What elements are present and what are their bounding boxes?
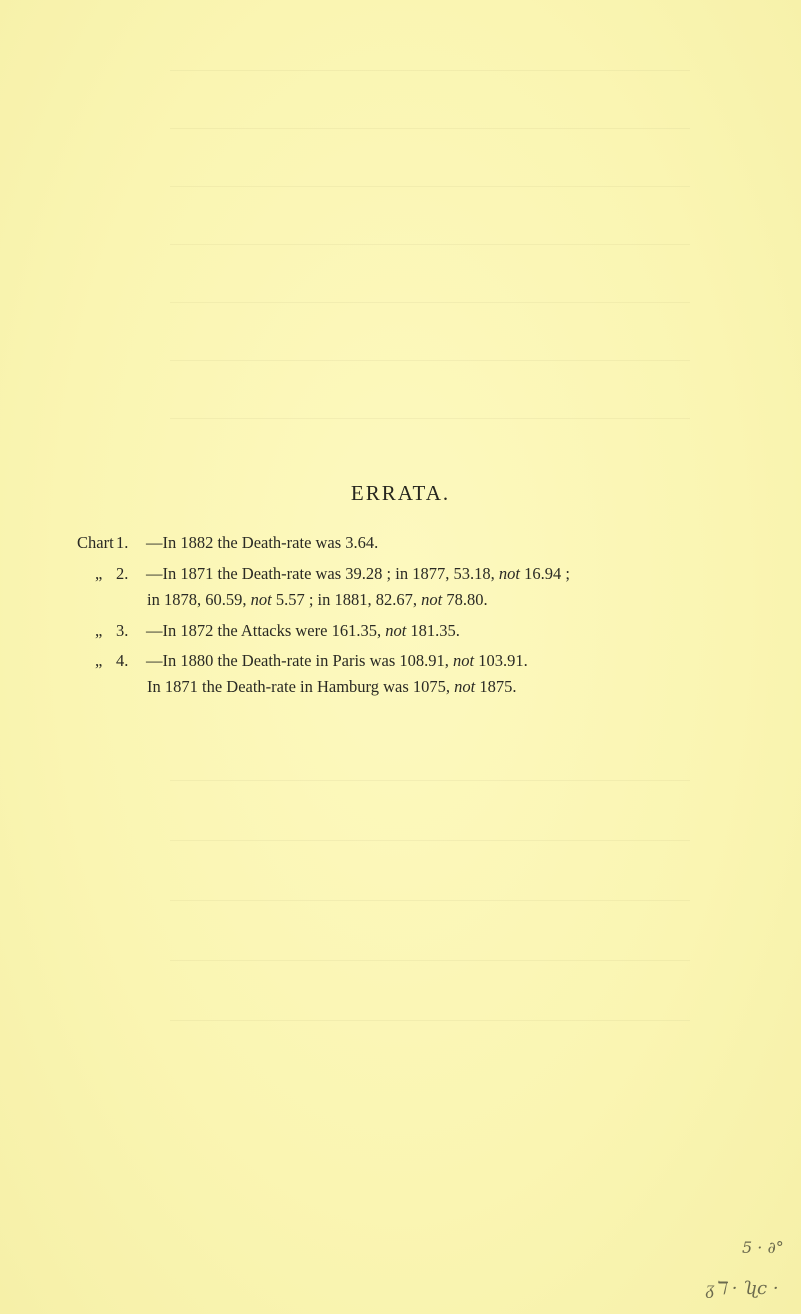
correction-not-word: not	[421, 590, 443, 609]
bleed-through-line	[170, 70, 690, 71]
erratum-text-line	[146, 621, 460, 641]
correction-not-word: not	[498, 564, 520, 583]
erratum-text: 1875.	[475, 677, 517, 696]
erratum-number: 4.	[116, 651, 129, 670]
pencil-mark-top: 5 · ∂°	[742, 1238, 784, 1257]
erratum-number: 3.	[116, 621, 129, 640]
erratum-text: —In 1871 the Death-rate was 39.28 ; in 1877, 53.18,	[146, 564, 499, 583]
pencil-mark-bottom: ᵹℸ · ʯc ·	[706, 1278, 779, 1299]
bleed-through-line	[170, 1020, 690, 1021]
erratum-chart-label: „	[95, 564, 103, 583]
erratum-text: in 1878, 60.59,	[147, 590, 251, 609]
bleed-through-line	[170, 186, 690, 187]
erratum-text-line	[146, 564, 570, 584]
erratum-text: —In 1872 the Attacks were 161.35,	[146, 621, 386, 640]
bleed-through-line	[170, 840, 690, 841]
bleed-through-line	[170, 360, 690, 361]
erratum-text-line	[147, 590, 488, 610]
erratum-number: 1.	[116, 533, 129, 552]
erratum-chart-label: Chart	[77, 533, 114, 552]
erratum-text: 78.80.	[442, 590, 488, 609]
erratum-chart-label: „	[95, 651, 103, 670]
bleed-through-line	[170, 900, 690, 901]
erratum-text: —In 1882 the Death-rate was 3.64.	[146, 533, 379, 552]
erratum-text: —In 1880 the Death-rate in Paris was 108.91,	[146, 651, 454, 670]
bleed-through-line	[170, 780, 690, 781]
bleed-through-line	[170, 960, 690, 961]
correction-not-word: not	[453, 651, 475, 670]
bleed-through-line	[170, 302, 690, 303]
correction-not-word: not	[385, 621, 407, 640]
errata-title: ERRATA.	[350, 481, 451, 505]
erratum-text-line	[146, 651, 528, 671]
bleed-through-line	[170, 418, 690, 419]
correction-not-word: not	[250, 590, 272, 609]
erratum-text: 103.91.	[474, 651, 528, 670]
erratum-number: 2.	[116, 564, 129, 583]
erratum-text-line	[146, 533, 378, 553]
erratum-text: 16.94 ;	[519, 564, 570, 583]
erratum-text: 181.35.	[406, 621, 460, 640]
bleed-through-line	[170, 244, 690, 245]
erratum-text: 5.57 ; in 1881, 82.67,	[271, 590, 422, 609]
bleed-through-line	[170, 128, 690, 129]
erratum-chart-label: „	[95, 621, 103, 640]
correction-not-word: not	[454, 677, 476, 696]
erratum-text: In 1871 the Death-rate in Hamburg was 1075,	[147, 677, 455, 696]
erratum-text-line	[147, 677, 517, 697]
